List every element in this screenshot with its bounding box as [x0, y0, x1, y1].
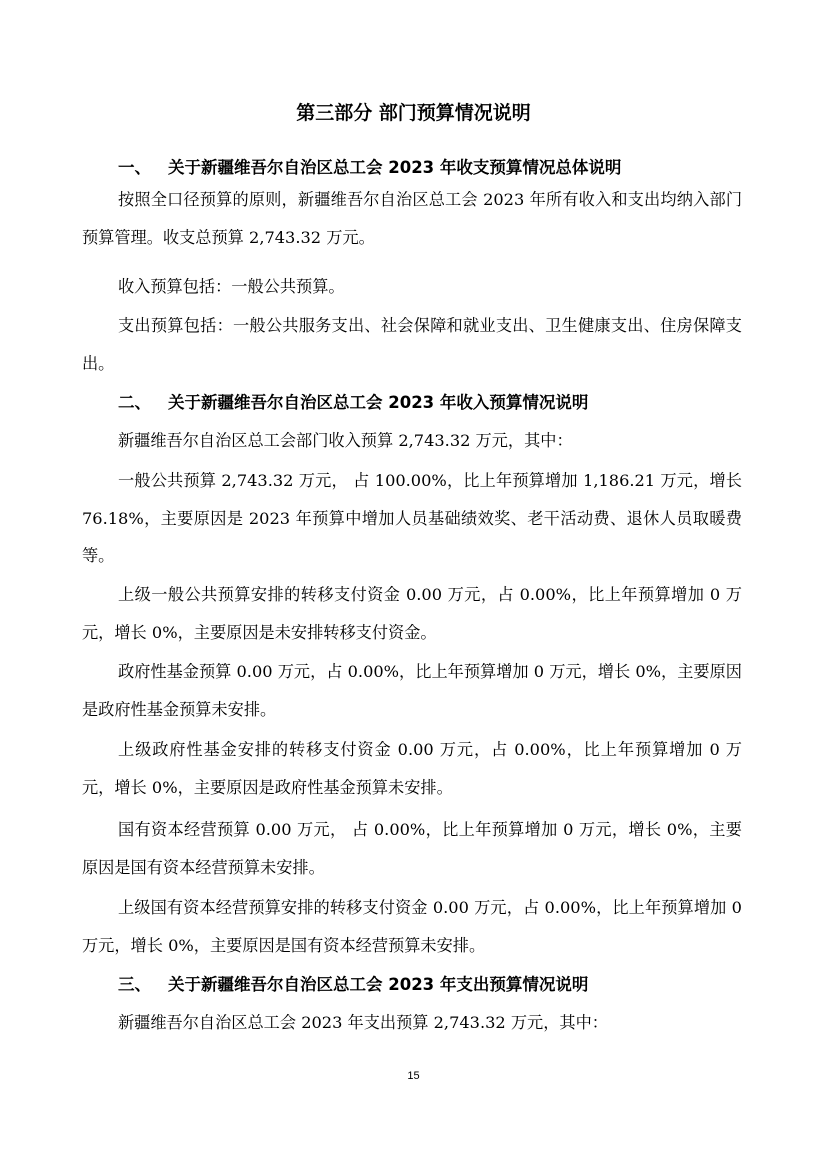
section-2-paragraph-2: 一般公共预算 2,743.32 万元， 占 100.00%，比上年预算增加 1,186.21 万元，增长 76.18%，主要原因是 2023 年预算中增加人员基础绩效奖、老干活动费、退休人员取暖费等。 — [82, 471, 742, 566]
section-1-paragraph-2: 收入预算包括：一般公共预算。 — [118, 277, 345, 296]
section-2-paragraph-3: 上级一般公共预算安排的转移支付资金 0.00 万元，占 0.00%，比上年预算增加 0 万元，增长 0%，主要原因是未安排转移支付资金。 — [82, 585, 742, 642]
section-2-paragraph-7: 上级国有资本经营预算安排的转移支付资金 0.00 万元，占 0.00%，比上年预算增加 0 万元，增长 0%，主要原因是国有资本经营预算未安排。 — [82, 898, 742, 955]
section-3-number: 三、 — [118, 975, 151, 994]
section-1-paragraph-1: 按照全口径预算的原则，新疆维吾尔自治区总工会 2023 年所有收入和支出均纳入部门预算管理。收支总预算 2,743.32 万元。 — [82, 190, 742, 247]
section-1-heading — [118, 157, 758, 179]
section-3-heading — [118, 974, 758, 996]
section-2-heading — [118, 392, 758, 414]
section-1-number: 一、 — [118, 158, 151, 177]
section-2-paragraph-6: 国有资本经营预算 0.00 万元， 占 0.00%，比上年预算增加 0 万元，增长 0%，主要原因是国有资本经营预算未安排。 — [82, 820, 742, 877]
section-1-title: 关于新疆维吾尔自治区总工会 2023 年收支预算情况总体说明 — [168, 158, 622, 177]
page-number: 15 — [407, 1070, 420, 1082]
section-3-title: 关于新疆维吾尔自治区总工会 2023 年支出预算情况说明 — [168, 975, 589, 994]
section-2-paragraph-4: 政府性基金预算 0.00 万元，占 0.00%，比上年预算增加 0 万元，增长 0%，主要原因是政府性基金预算未安排。 — [82, 662, 742, 719]
page-title: 第三部分 部门预算情况说明 — [296, 102, 531, 124]
section-2-paragraph-5: 上级政府性基金安排的转移支付资金 0.00 万元，占 0.00%，比上年预算增加 0 万元，增长 0%，主要原因是政府性基金预算未安排。 — [82, 740, 742, 797]
section-3-paragraph-1: 新疆维吾尔自治区总工会 2023 年支出预算 2,743.32 万元，其中： — [118, 1013, 608, 1032]
section-2-title: 关于新疆维吾尔自治区总工会 2023 年收入预算情况说明 — [168, 393, 589, 412]
section-2-number: 二、 — [118, 393, 151, 412]
section-2-paragraph-1: 新疆维吾尔自治区总工会部门收入预算 2,743.32 万元，其中： — [118, 431, 573, 450]
section-1-paragraph-3: 支出预算包括：一般公共服务支出、社会保障和就业支出、卫生健康支出、住房保障支出。 — [82, 316, 742, 373]
